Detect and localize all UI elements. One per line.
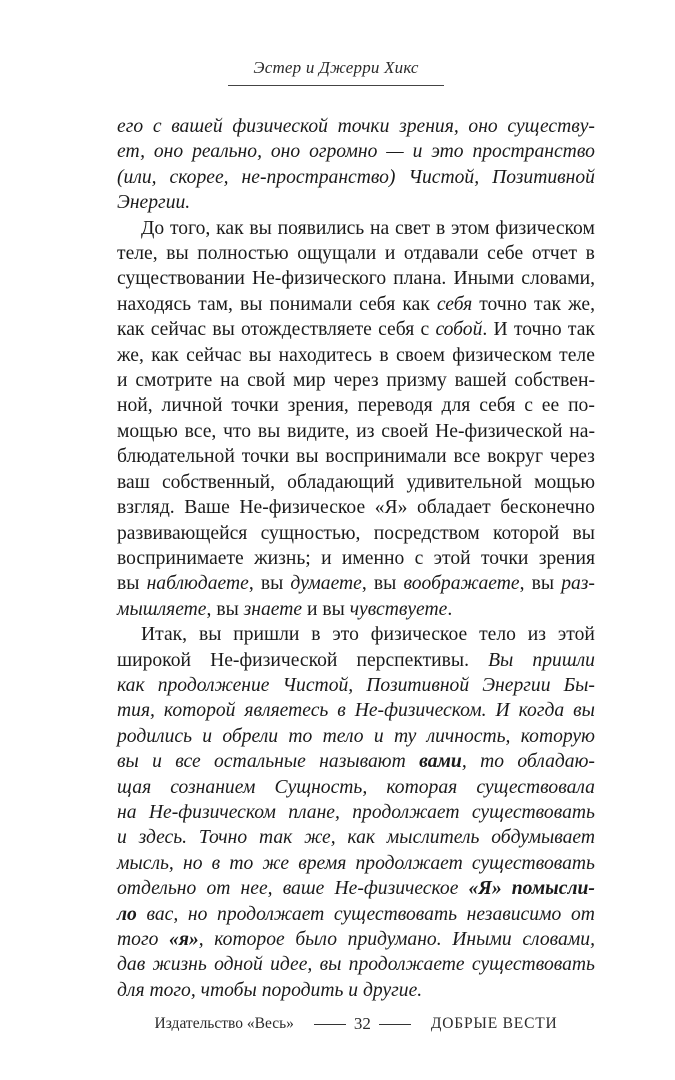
- word: и: [117, 827, 127, 849]
- word: вы: [373, 573, 397, 595]
- text-line: [117, 292, 595, 317]
- text-line: [117, 698, 595, 723]
- word: же,: [568, 293, 595, 315]
- word: жизнь;: [254, 547, 311, 569]
- header-rule: [228, 85, 444, 86]
- word: вы: [573, 700, 595, 722]
- word: и: [412, 141, 423, 163]
- word: в: [379, 344, 389, 366]
- word: время: [298, 852, 347, 874]
- word: зрения,: [287, 395, 349, 417]
- word: то: [288, 725, 313, 747]
- footer-dash-left: [314, 1024, 346, 1025]
- word: и: [202, 725, 213, 747]
- text-line: [117, 317, 595, 342]
- word: сейчас: [150, 319, 207, 341]
- word: «я»,: [169, 929, 204, 950]
- word: тело: [322, 725, 364, 747]
- word: личность,: [426, 725, 511, 747]
- text-line: [117, 266, 595, 291]
- word: и: [152, 751, 162, 773]
- word: посредством: [373, 522, 480, 544]
- word: же,: [117, 344, 144, 366]
- word: с: [152, 116, 162, 137]
- word: не-пространство): [241, 166, 396, 188]
- word: вы: [260, 573, 284, 595]
- word: ту: [393, 725, 417, 747]
- text-segment: .: [447, 598, 453, 620]
- word: блюдательной: [117, 446, 235, 468]
- word: физическом: [495, 217, 595, 239]
- footer-publisher: Издательство «Весь»: [154, 1015, 294, 1032]
- text-line: [117, 952, 595, 977]
- word: на: [370, 217, 390, 239]
- word: вы: [117, 751, 139, 773]
- word: ваш: [117, 471, 150, 493]
- word: этом: [451, 217, 490, 239]
- word: точки: [480, 547, 529, 569]
- word: вы: [248, 344, 272, 366]
- word: ощущали: [297, 243, 377, 265]
- word: мощью: [534, 471, 595, 493]
- word: дав: [117, 954, 146, 976]
- word: как: [402, 293, 430, 315]
- word: зрения: [538, 547, 595, 569]
- word: так: [534, 293, 562, 315]
- word: смотрите: [135, 370, 213, 392]
- word: взгляд.: [117, 497, 175, 519]
- word: вы: [212, 319, 235, 341]
- word: жизнь: [152, 954, 207, 976]
- text-line: [117, 749, 595, 774]
- word: думаете,: [290, 573, 367, 595]
- word: находитесь: [278, 344, 372, 366]
- word: вы: [319, 954, 342, 976]
- text-line: [117, 165, 595, 190]
- word: его: [117, 116, 144, 137]
- word: Не-физическое: [334, 878, 459, 900]
- text-segment: , вы: [206, 598, 244, 620]
- page-number: 32: [353, 1014, 371, 1033]
- word: придумано.: [347, 929, 442, 950]
- word: находясь: [117, 293, 192, 315]
- word: вами,: [419, 751, 467, 773]
- text-line: [117, 876, 595, 901]
- word: сейчас: [186, 344, 242, 366]
- word: оно: [270, 141, 301, 163]
- word: тело: [479, 624, 516, 646]
- word: из: [356, 420, 375, 442]
- text-line: [117, 825, 595, 850]
- word: отдавали: [403, 243, 479, 265]
- footer-dash-right: [379, 1024, 411, 1025]
- text-segment: чувствуете: [349, 598, 448, 620]
- word: существу-: [507, 116, 595, 137]
- text-line: [117, 368, 595, 393]
- text-line: [117, 546, 595, 571]
- word: физическое: [370, 624, 468, 646]
- word: Иными: [452, 929, 512, 950]
- text-line: [117, 470, 595, 495]
- word: которая: [386, 776, 458, 798]
- text-line: [117, 521, 595, 546]
- word: личной: [161, 395, 223, 417]
- word: это: [332, 624, 359, 646]
- text-line: [117, 622, 595, 647]
- word: этой: [433, 547, 471, 569]
- word: Не-физической: [435, 420, 563, 442]
- word: Чистой,: [408, 166, 480, 188]
- text-line: [117, 927, 595, 952]
- word: и: [321, 547, 332, 569]
- word: на: [220, 370, 240, 392]
- text-line: [117, 724, 595, 749]
- word: ной,: [117, 395, 153, 417]
- word: И: [495, 700, 510, 722]
- body-text: [117, 114, 595, 1003]
- word: точки: [231, 395, 279, 417]
- word: именно: [341, 547, 405, 569]
- word: независимо: [466, 903, 562, 925]
- word: продолжаете: [348, 954, 465, 976]
- word: переводя: [357, 395, 433, 417]
- word: но: [187, 903, 208, 925]
- word: это: [431, 141, 464, 163]
- word: воображаете,: [403, 573, 525, 595]
- word: словами,: [521, 268, 595, 290]
- word: все: [175, 751, 201, 773]
- word: раз-: [561, 573, 595, 595]
- word: бесконечно: [500, 497, 595, 519]
- text-line: [117, 393, 595, 418]
- word: этой: [557, 624, 595, 646]
- text-line: [117, 139, 595, 164]
- word: с: [414, 547, 424, 569]
- word: обладаю-: [517, 751, 595, 773]
- word: щая: [117, 776, 152, 798]
- word: существовать: [471, 801, 595, 823]
- word: нее,: [240, 878, 273, 900]
- word: с: [524, 395, 533, 417]
- word: «Я»: [374, 497, 408, 519]
- word: существовать: [471, 954, 595, 976]
- word: вокруг: [487, 446, 543, 468]
- word: Иными: [453, 268, 515, 290]
- text-line: [117, 114, 595, 139]
- word: Ваше: [184, 497, 230, 519]
- word: отождествляете: [241, 319, 372, 341]
- word: Точно: [198, 827, 248, 849]
- word: перспективы.: [356, 649, 469, 671]
- running-header: Эстер и Джерри Хикс: [253, 58, 419, 77]
- word: вашей: [171, 116, 223, 137]
- word: обладает: [416, 497, 491, 519]
- word: на-: [569, 420, 595, 442]
- word: от: [570, 903, 595, 925]
- word: (или,: [117, 166, 157, 188]
- word: удивительной: [406, 471, 522, 493]
- word: в: [435, 217, 446, 239]
- word: вас,: [146, 903, 179, 925]
- text-segment: знаете: [243, 598, 303, 620]
- word: скорее,: [169, 166, 229, 188]
- word: идее,: [270, 954, 313, 976]
- word: огромно: [309, 141, 378, 163]
- word: через: [549, 446, 595, 468]
- word: вы: [296, 446, 319, 468]
- text-line: [117, 571, 595, 596]
- word: Не-физическом.: [354, 700, 487, 722]
- word: же: [262, 852, 290, 874]
- word: вы: [117, 573, 140, 595]
- word: теле,: [117, 243, 158, 265]
- word: физическом: [452, 344, 552, 366]
- word: и: [384, 243, 396, 265]
- word: оно: [153, 141, 184, 163]
- text-line: [117, 216, 595, 241]
- word: теле: [559, 344, 595, 366]
- word: существовать: [333, 903, 458, 925]
- word: вы: [257, 420, 281, 442]
- word: сознанием: [170, 776, 256, 798]
- word: продолжение: [157, 674, 270, 696]
- word: вы: [249, 217, 272, 239]
- word: называют: [319, 751, 406, 773]
- text-line: [117, 343, 595, 368]
- word: плана.: [393, 268, 447, 290]
- word: видите,: [287, 420, 350, 442]
- text-line: [117, 241, 595, 266]
- word: себя: [378, 319, 415, 341]
- word: понимали: [269, 293, 353, 315]
- word: Чистой,: [282, 674, 354, 696]
- word: —: [386, 141, 404, 163]
- word: обдумывает: [491, 827, 595, 849]
- word: одной: [214, 954, 263, 976]
- word: мощью: [117, 420, 178, 442]
- text-line: [117, 597, 595, 622]
- word: мысль,: [117, 852, 174, 874]
- word: мир: [293, 370, 326, 392]
- word: ет,: [117, 141, 145, 163]
- word: и: [373, 725, 384, 747]
- word: родились: [117, 725, 192, 747]
- word: что: [223, 420, 252, 442]
- word: вы: [572, 522, 595, 544]
- word: как: [151, 344, 179, 366]
- word: До: [141, 217, 165, 239]
- word: вы: [198, 624, 222, 646]
- word: оно: [468, 116, 498, 137]
- word: точки: [337, 116, 390, 137]
- word: «Я»: [468, 878, 502, 900]
- text-line: [117, 190, 595, 215]
- word: остальные: [214, 751, 306, 773]
- word: Бы-: [563, 674, 595, 696]
- word: широкой: [117, 649, 191, 671]
- word: появились: [277, 217, 365, 239]
- word: Не-физического: [251, 268, 387, 290]
- text-segment: для того, чтобы породить и другие.: [117, 979, 423, 1001]
- word: сущностью,: [260, 522, 361, 544]
- text-segment: Энергии.: [117, 192, 191, 214]
- word: в: [311, 624, 321, 646]
- word: Не-физическое: [239, 497, 366, 519]
- word: Не-физическом: [148, 801, 276, 823]
- word: существовала: [476, 776, 595, 798]
- text-line: [117, 673, 595, 698]
- word: в: [337, 700, 346, 722]
- footer-series-title: ДОБРЫЕ ВЕСТИ: [430, 1015, 558, 1032]
- word: из: [527, 624, 547, 646]
- text-line: [117, 800, 595, 825]
- word: воспринимаете: [117, 547, 244, 569]
- page-footer: [117, 1014, 595, 1034]
- word: от: [206, 878, 231, 900]
- word: своей: [381, 420, 429, 442]
- word: тия,: [117, 700, 155, 722]
- word: продолжает: [352, 801, 460, 823]
- word: ее: [541, 395, 560, 417]
- word: того: [117, 929, 159, 950]
- word: продолжает: [355, 852, 463, 874]
- word: продолжает: [217, 903, 325, 925]
- word: себя: [479, 395, 516, 417]
- word: призму: [386, 370, 447, 392]
- word: точки: [241, 446, 290, 468]
- word: существовать: [471, 852, 595, 874]
- word: как: [216, 217, 244, 239]
- word: помысли-: [511, 878, 595, 900]
- word: точно: [479, 293, 527, 315]
- word: пространство: [472, 141, 595, 163]
- word: воспринимали: [325, 446, 447, 468]
- word: Не-физической: [210, 649, 338, 671]
- word: по-: [568, 395, 595, 417]
- text-line: [117, 902, 595, 927]
- word: вы: [239, 293, 263, 315]
- word: ло: [117, 903, 137, 925]
- word: развивающейся: [117, 522, 248, 544]
- text-line: [117, 851, 595, 876]
- word: себе: [487, 243, 524, 265]
- word: полностью: [197, 243, 289, 265]
- word: вашей: [454, 370, 507, 392]
- word: то: [480, 751, 505, 773]
- word: являетесь: [244, 700, 329, 722]
- word: обладающий: [287, 471, 395, 493]
- word: когда: [518, 700, 565, 722]
- word: физической: [232, 116, 328, 137]
- word: отдельно: [117, 878, 197, 900]
- word: собственный,: [161, 471, 276, 493]
- word: в: [585, 243, 595, 265]
- word: обрели: [222, 725, 279, 747]
- word: точно: [513, 319, 562, 341]
- word: через: [333, 370, 379, 392]
- word: собой.: [435, 319, 488, 341]
- word: отчет: [531, 243, 578, 265]
- word: плане,: [288, 801, 340, 823]
- word: пришли: [532, 649, 595, 671]
- word: Позитивной: [366, 674, 470, 696]
- word: на: [117, 801, 137, 823]
- word: и: [117, 370, 128, 392]
- text-segment: мышляете: [117, 598, 207, 620]
- word: своем: [395, 344, 445, 366]
- word: вы: [166, 243, 189, 265]
- word: но: [182, 852, 203, 874]
- text-line: [117, 495, 595, 520]
- word: которую: [520, 725, 595, 747]
- word: с: [420, 319, 430, 341]
- word: себя: [436, 293, 473, 315]
- word: свой: [247, 370, 286, 392]
- word: было: [295, 929, 338, 950]
- word: как: [347, 827, 376, 849]
- text-segment: и вы: [302, 598, 350, 620]
- word: то: [229, 852, 254, 874]
- word: ваше: [282, 878, 325, 900]
- word: Вы: [488, 649, 514, 671]
- word: мыслитель: [386, 827, 480, 849]
- word: наблюдаете,: [146, 573, 254, 595]
- word: все: [453, 446, 481, 468]
- word: которое: [214, 929, 285, 950]
- word: Позитивной: [492, 166, 595, 188]
- word: как: [117, 319, 145, 341]
- word: там,: [198, 293, 233, 315]
- word: здесь.: [138, 827, 188, 849]
- word: вы: [531, 573, 555, 595]
- word: Энергии: [482, 674, 551, 696]
- word: которой: [163, 700, 236, 722]
- text-line: [117, 978, 595, 1003]
- word: так: [258, 827, 293, 849]
- word: как: [117, 674, 145, 696]
- word: все,: [184, 420, 217, 442]
- word: в: [211, 852, 221, 874]
- word: Сущность,: [274, 776, 368, 798]
- word: себя: [359, 293, 396, 315]
- word: реально,: [192, 141, 262, 163]
- word: же,: [304, 827, 336, 849]
- word: И: [493, 319, 508, 341]
- word: зрения,: [399, 116, 459, 137]
- word: пришли: [233, 624, 300, 646]
- word: которой: [492, 522, 560, 544]
- word: словами,: [522, 929, 595, 950]
- text-line: [117, 444, 595, 469]
- word: того,: [169, 217, 211, 239]
- word: собствен-: [514, 370, 595, 392]
- word: так: [567, 319, 595, 341]
- text-line: [117, 775, 595, 800]
- text-line: [117, 648, 595, 673]
- text-line: [117, 419, 595, 444]
- word: существовании: [117, 268, 245, 290]
- word: Итак,: [141, 624, 188, 646]
- word: для: [441, 395, 471, 417]
- word: свет: [395, 217, 431, 239]
